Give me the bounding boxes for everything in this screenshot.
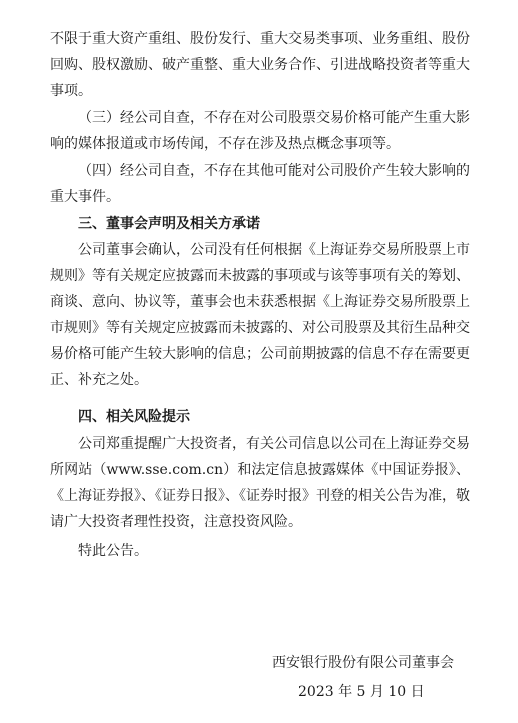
paragraph-item-4: （四）经公司自查，不存在其他可能对公司股价产生较大影响的重大事件。 bbox=[50, 163, 470, 205]
paragraph-closing: 特此公告。 bbox=[78, 543, 148, 559]
signature-organization: 西安银行股份有限公司董事会 bbox=[272, 655, 454, 671]
signature-date: 2023 年 5 月 10 日 bbox=[298, 684, 425, 700]
paragraph-risk-notice: 公司郑重提醒广大投资者，有关公司信息以公司在上海证券交易所网站（www.sse.com.cn）和法定信息披露媒体《中国证券报》、《上海证券报》、《证券日报》、《证券时报》刊登的相关公告为准，敬请广大投资者理性投资，注意投资风险。 bbox=[50, 436, 470, 530]
section-heading-4: 四、相关风险提示 bbox=[78, 409, 190, 425]
paragraph-board-statement: 公司董事会确认，公司没有任何根据《上海证券交易所股票上市规则》等有关规定应披露而未披露的事项或与该等事项有关的筹划、商谈、意向、协议等，董事会也未获悉根据《上海证券交易所股票上市规则》等有关规定应披露而未披露的、对公司股票及其衍生品种交易价格可能产生较大影响的信息；公司前期披露的信息不存在需要更正、补充之处。 bbox=[50, 242, 470, 388]
paragraph-item-3: （三）经公司自查，不存在对公司股票交易价格可能产生重大影响的媒体报道或市场传闻，不存在涉及热点概念事项等。 bbox=[50, 110, 470, 152]
paragraph-intro: 不限于重大资产重组、股份发行、重大交易类事项、业务重组、股份回购、股权激励、破产重整、重大业务合作、引进战略投资者等重大事项。 bbox=[50, 31, 470, 99]
section-heading-3: 三、董事会声明及相关方承诺 bbox=[78, 216, 260, 232]
